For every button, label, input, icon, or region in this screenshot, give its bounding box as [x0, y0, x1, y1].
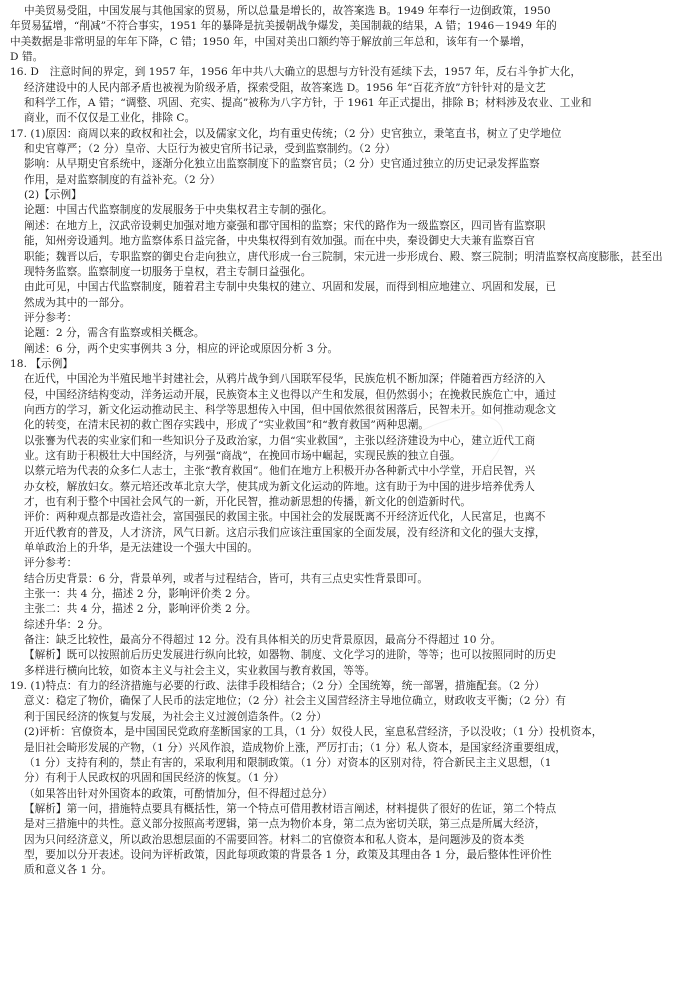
text-line: 多样进行横向比较，如资本主义与社会主义，实业救国与教育救国，等等。 — [24, 664, 376, 677]
text-line: 主张二：共 4 分，描述 2 分，影响评价类 2 分。 — [24, 603, 257, 616]
text-line: 型，要加以分开表述。设问为评析政策，因此每项政策的背景各 1 分，政策及其理由各 1 分，最后整体性评价性 — [24, 848, 552, 861]
text-line: 评价：两种观点都是改造社会，富国强民的救国主张。中国社会的发展既离不开经济近代化，人民富足，也离不 — [24, 511, 546, 524]
text-line: 中美贸易受阻，中国发展与其他国家的贸易，所以总量是增长的，故答案选 B。1949 年奉行一边倒政策，1950 — [24, 5, 551, 17]
text-line: 是对三措施中的共性。意义部分按照高考逻辑，第一点为物价本身，第二点为密切关联，第三点是所属大经济， — [24, 818, 546, 831]
text-line: 经济建设中的人民内部矛盾也被视为阶级矛盾，探索受阻，故答案选 D。1956 年“百花齐放”方针针对的是文艺 — [24, 81, 546, 94]
text-line: 质和意义各 1 分。 — [24, 864, 113, 877]
text-line: 商业，而不仅仅是工业化，排除 C。 — [24, 112, 196, 125]
text-line: 和科学工作，A 错；“调整、巩固、充实、提高”被称为八字方针，于 1961 年正式提出，排除 B；材料涉及农业、工业和 — [24, 97, 592, 110]
text-line: 18. 【示例】 — [10, 357, 73, 370]
text-line: 评分参考： — [24, 557, 78, 570]
text-line: 【解析】第一问，措施特点要具有概括性，第一个特点可借用教材语言阐述，材料提供了很好的佐证，第二个特点 — [24, 802, 557, 815]
text-line: 分）有利于人民政权的巩固和国民经济的恢复。（1 分） — [24, 772, 285, 785]
text-line: 论题：2 分，需含有监察或相关概念。 — [24, 327, 205, 340]
text-line: 能，知州旁设通判。地方监察体系日益完备，中央集权得到有效加强。而在中央，秦设御史大夫兼有监察百官 — [24, 235, 535, 248]
text-line: (2)评析：官僚资本，是中国国民党政府垄断国家的工具，（1 分）奴役人民，室息私营经济，予以没收；（1 分）投机资本， — [24, 726, 603, 739]
text-line: 论题：中国古代监察制度的发展服务于中央集权君主专制的强化。 — [24, 204, 333, 217]
text-line: 由此可见，中国古代监察制度，随着君主专制中央集权的建立、巩固和发展，而得到相应地建立、巩固和发展，已 — [24, 281, 557, 294]
text-line: (2)【示例】 — [24, 189, 82, 202]
text-line: 以张謇为代表的实业家们和一些知识分子及政治家，力倡“实业救国”，主张以经济建设为中心，建立近代工商 — [24, 434, 536, 447]
text-line: 因为只问经济意义，所以政治思想层面的不需要回答。材料二的官僚资本和私人资本，是问题涉及的资本类 — [24, 833, 525, 846]
text-line: 中美数据是非常明显的年年下降，C 错；1950 年，中国对美出口额约等于解放前三年总和，该年有一个暴增， — [10, 35, 532, 48]
text-line: 意义：稳定了物价，确保了人民币的法定地位；（2 分）社会主义国营经济主导地位确立，财政收支平衡；（2 分）有 — [24, 695, 566, 708]
text-line: D 错。 — [10, 51, 44, 64]
text-line: 主张一：共 4 分，描述 2 分，影响评价类 2 分。 — [24, 588, 257, 601]
text-line: 然成为其中的一部分。 — [24, 296, 131, 309]
text-line: 作用，是对监察制度的有益补充。（2 分） — [24, 173, 221, 186]
text-line: 备注：缺乏比较性，最高分不得超过 12 分。没有具体相关的历史背景原因，最高分不得超过 10 分。 — [24, 634, 502, 647]
text-line: 利于国民经济的恢复与发展，为社会主义过渡创造条件。（2 分） — [24, 710, 327, 723]
text-line: 阐述：在地方上，汉武帝设刺史加强对地方豪强和郡守国相的监察；宋代的路作为一级监察区，四司皆有监察职 — [24, 219, 546, 232]
text-line: 结合历史背景：6 分，背景单列，或者与过程结合，皆可，共有三点史实性背景即可。 — [24, 572, 429, 585]
text-line: 开近代教育的普及，人才济济，风气日新。这启示我们应该注重国家的全面发展，没有经济和文化的强大支撑， — [24, 526, 546, 539]
text-line: 才，也有利于整个中国社会风气的一新，开化民智，推动新思想的传播，新文化的创造新时代。 — [24, 496, 472, 508]
text-line: 影响：从早期史官系统中，逐渐分化独立出监察制度下的监察官员；（2 分）史官通过独立的历史记录发挥监察 — [24, 158, 540, 171]
text-line: 阐述：6 分，两个史实事例共 3 分，相应的评论或原因分析 3 分。 — [24, 342, 339, 355]
text-line: 【解析】既可以按照前后历史发展进行纵向比较，如器物、制度、文化学习的进阶，等等；也可以按照同时的历史 — [24, 649, 557, 662]
text-line: 业。这有助于积极壮大中国经济，与列强“商战”，在挽回市场中崛起，实现民族的独立自强。 — [24, 449, 461, 462]
text-line: 评分参考： — [24, 311, 78, 324]
text-line: 年贸易猛增，“削减”不符合事实，1951 年的暴降是抗美援朝战争爆发，美国制裁的结果，A 错；1946－1949 年的 — [10, 20, 557, 33]
text-line: 是旧社会畸形发展的产物，（1 分）兴风作浪，造成物价上涨，严厉打击；（1 分）私人资本，是国家经济重要组成， — [24, 741, 566, 754]
text-line: 和史官尊严；（2 分）皇帝、大臣行为被史官所书记录，受到监察制约。（2 分） — [24, 143, 396, 156]
text-line: 19. (1)特点：有力的经济措施与必要的行政、法律手段相结合；（2 分）全国统筹，统一部署，措施配套。（2 分） — [10, 680, 545, 693]
text-line: 16. D 注意时间的界定，到 1957 年，1956 年中共八大确立的思想与方针没有延续下去，1957 年，反右斗争扩大化， — [10, 66, 582, 79]
text-line: 职能；魏晋以后，专职监察的御史台走向独立，唐代形成一台三院制，宋元进一步形成台、殿、察三院制；明清监察权高度膨胀，甚至出 — [24, 250, 663, 263]
text-line: （1 分）支持有利的，禁止有害的，采取利用和限制政策。（1 分）对资本的区别对待，符合新民主主义思想，（1 — [24, 756, 552, 769]
text-line: 侵，中国经济结构变动，洋务运动开展，民族资本主义也得以产生和发展，但仍然弱小；在挽救民族危亡中，通过 — [24, 388, 557, 401]
text-line: 17. (1)原因：商周以来的政权和社会，以及儒家文化，均有重史传统；（2 分）史官独立，秉笔直书，树立了史学地位 — [10, 127, 562, 140]
text-line: （如果答出针对外国资本的政策，可酌情加分，但不得超过总分） — [24, 787, 333, 800]
text-line: 向西方的学习，新文化运动推动民主、科学等思想传入中国，但中国依然很贫困落后，民智未开。如何推动观念文 — [24, 403, 557, 416]
text-line: 以蔡元培为代表的众多仁人志士，主张“教育救国”。他们在地方上积极开办各种新式中小学堂，开启民智，兴 — [24, 465, 536, 478]
text-line: 办女校，解放妇女。蔡元培还改革北京大学，使其成为新文化运动的阵地。这有助于为中国的进步培养优秀人 — [24, 480, 535, 493]
text-line: 单单政治上的升华，是无法建设一个强大中国的。 — [24, 542, 259, 555]
text-line: 综述升华：2 分。 — [24, 618, 109, 631]
text-line: 在近代，中国沦为半殖民地半封建社会，从鸦片战争到八国联军侵华，民族危机不断加深；伴随着西方经济的入 — [24, 373, 546, 386]
text-line: 化的转变，在清末民初的救亡图存实践中，形成了“实业救国”和“教育救国”两种思潮。 — [24, 419, 430, 432]
text-line: 现特务监察。监察制度一切服务于皇权，君主专制日益强化。 — [24, 265, 312, 278]
